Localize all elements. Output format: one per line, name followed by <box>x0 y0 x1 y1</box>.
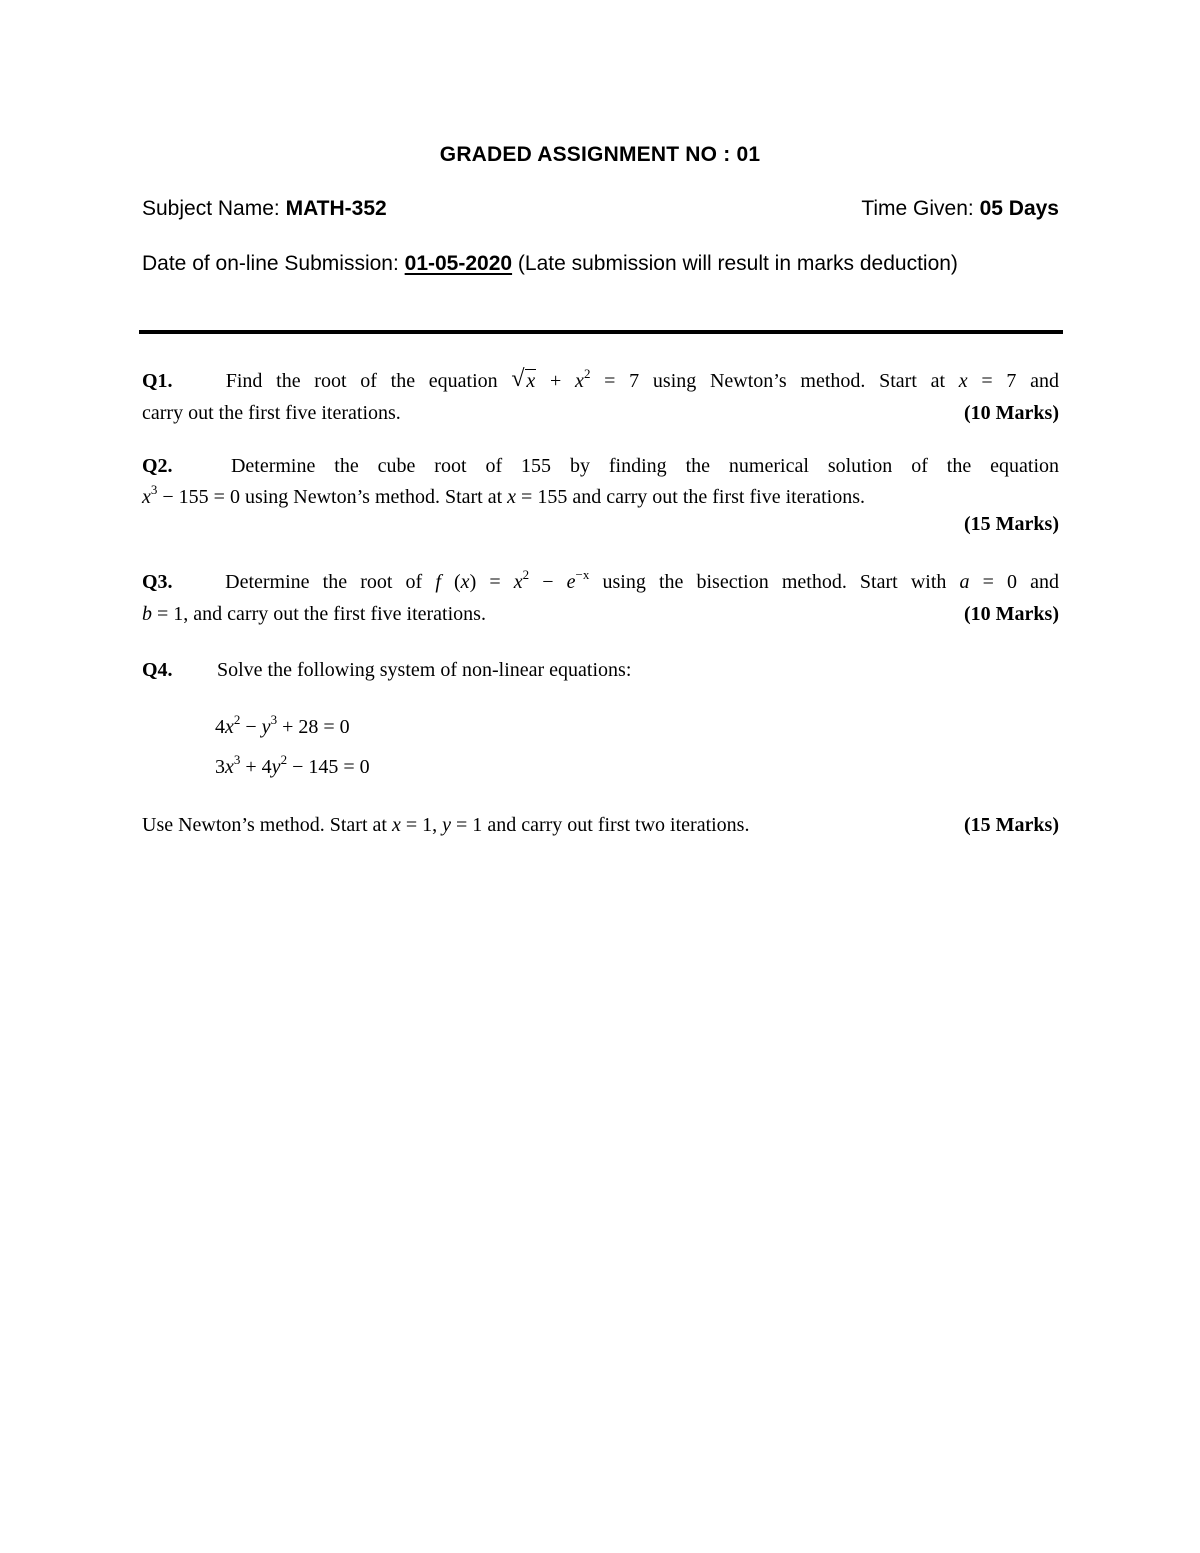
q4-equation-2: $3x^3 + 4y^2 - 145 = 0$ <box>215 752 370 778</box>
q2-text-b: using Newton’s method. Start at <box>244 486 503 508</box>
q2-label: Q2. <box>142 455 173 477</box>
date-label: Date of on-line Submission: <box>142 252 399 275</box>
q3-b-value: b = 1 <box>142 603 184 625</box>
time-label: Time Given: <box>861 197 974 220</box>
time-value: 05 Days <box>979 197 1059 220</box>
q4-line-1 <box>142 659 1059 682</box>
q3-marks: (10 Marks) <box>964 603 1059 625</box>
q3-function: f $(x) = x^2 - e^{-x}$ <box>435 567 590 593</box>
q1-text-a: Find the root of the equation <box>225 370 498 392</box>
q1-text-b: using Newton’s method. Start at <box>652 370 946 392</box>
q4-text-b: Use Newton’s method. Start at <box>142 814 387 836</box>
q4-start-values: x = 1, y = 1 <box>391 814 483 836</box>
q3-line-1 <box>142 567 1060 594</box>
q3-line-2 <box>142 603 1059 626</box>
header-divider <box>139 330 1063 334</box>
q4-line-2 <box>142 814 1059 837</box>
q1-line-2 <box>142 402 1059 425</box>
subject-line <box>142 197 387 221</box>
q3-text-c: and <box>1030 571 1060 593</box>
q2-text-c: and carry out the first five iterations. <box>572 486 866 508</box>
q1-line-1 <box>142 366 1060 393</box>
q1-marks: (10 Marks) <box>964 402 1059 424</box>
q4-text-a: Solve the following system of non-linear equations: <box>217 659 632 681</box>
q4-text-c: and carry out first two iterations. <box>487 814 750 836</box>
q2-start-value: x = 155 <box>507 486 568 508</box>
time-given-line <box>861 197 1059 221</box>
assignment-title: GRADED ASSIGNMENT NO : 01 <box>439 143 761 166</box>
subject-label: Subject Name: <box>142 197 280 220</box>
subject-value: MATH-352 <box>285 197 387 220</box>
q1-start-value: x = 7 <box>958 370 1017 392</box>
q3-a-value: a = 0 <box>959 571 1018 593</box>
q1-label: Q1. <box>142 370 173 392</box>
q1-equation: √ $x + x^2 = 7$ <box>511 366 640 392</box>
q4-equation-1: $4x^2 - y^3 + 28 = 0$ <box>215 712 350 738</box>
q3-text-d: , and carry out the first five iterations. <box>183 603 486 625</box>
q4-marks: (15 Marks) <box>964 814 1059 836</box>
q3-text-b: using the bisection method. Start with <box>602 571 947 593</box>
q1-text-c: and <box>1030 370 1060 392</box>
q2-marks: (15 Marks) <box>964 513 1059 535</box>
q2-equation: $x^3 - 155 = 0$ <box>142 482 240 508</box>
q2-line-2 <box>142 482 1059 509</box>
date-value: 01-05-2020 <box>404 252 513 275</box>
submission-date-line <box>142 252 958 276</box>
q2-text-a: Determine the cube root of 155 by finding the numerical solution of the equation <box>230 455 1060 477</box>
q3-label: Q3. <box>142 571 173 593</box>
date-note: (Late submission will result in marks deduction) <box>517 252 958 275</box>
q1-text-d: carry out the first five iterations. <box>142 402 401 424</box>
q4-label: Q4. <box>142 659 173 681</box>
q2-line-1 <box>142 455 1059 478</box>
q3-text-a: Determine the root of <box>225 571 423 593</box>
